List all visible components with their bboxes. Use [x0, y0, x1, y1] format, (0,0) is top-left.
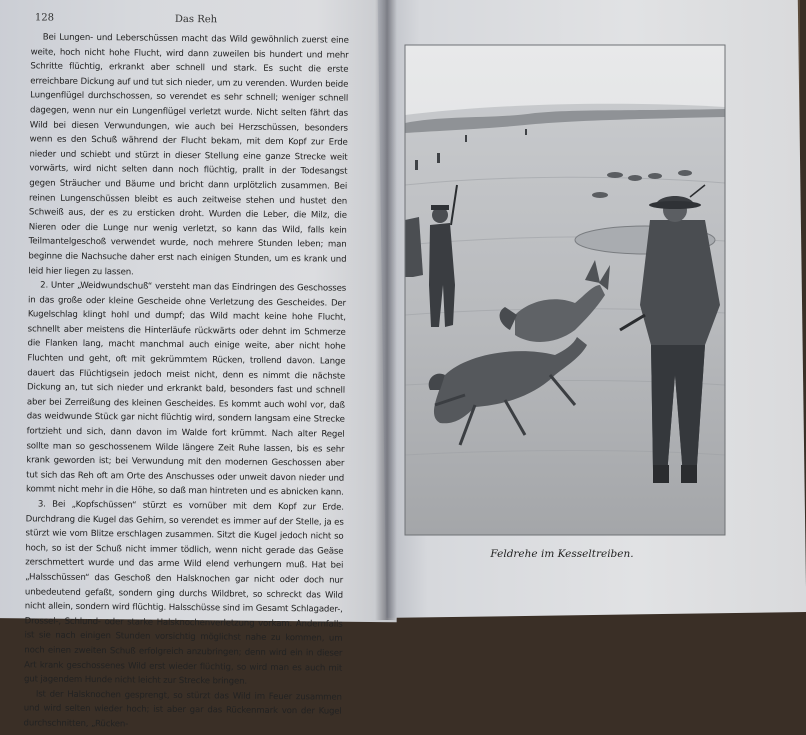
paragraph-gut-shot: 2. Unter „Weidwundschuß“ versteht man das Eindringen des Geschosses in das große oder kleine Gescheide ohne Verletzung des Gescheides. Der Kugelschlag klingt hohl und dumpf; das Wild macht keine hohe Flucht, schnellt aber meistens die Hinterläufe rückwärts oder dehnt im Schmerze die Flanken lang, macht manchmal auch einige weite, aber nicht hohe Fluchten und geht, oft mit gekrümmtem Rücken, trollend davon. Lange dauert das Flüchtigsein jedoch meist nicht, denn es nimmt die nächste Dickung an, tut sich nieder und erkrankt bald, besonders fast und schnell aber bei Zerreißung des kleinen Gescheides. Es kommt auch wohl vor, daß das weidwunde Stück gar nicht flüchtig wird, sondern langsam eine Strecke fortzieht und sich, dann davon im Walde fort krümmt. Nach alter Regel sollte man so geschossenem Wilde längere Zeit Ruhe lassen, bis es sehr krank geworden ist; bei Verwundung mit den modernen Geschossen aber tut sich das Reh oft am Orte des Anschusses oder unweit davon nieder und kommt nicht mehr in die Höhe, so daß man hintreten und es abnicken kann. [25, 280, 347, 499]
page-header [34, 12, 365, 26]
page-number: 128 [34, 12, 55, 24]
illustration-caption: Feldrehe im Kesseltreiben. [490, 548, 634, 560]
book-gutter [375, 0, 397, 620]
body-text [23, 30, 348, 734]
paragraph-lung-shots: Bei Lungen- und Leberschüssen macht das Wild gewöhnlich zuerst eine weite, hoch nicht hohe Flucht, wird dann zuweilen bis hundert und mehr Schritte flüchtig, erkrankt aber schnell und stark. Es sucht die erste erreichbare Dickung auf und tut sich nieder, um zu verenden. Wurden beide Lungenflügel durchschossen, so verendet es sehr schnell; weniger schnell dagegen, wenn nur ein Lungenflügel verletzt wurde. Nicht selten fährt das Wild bei diesen Verwundungen, wie auch bei Herzschüssen, besonders wenn es den Schuß während der Flucht bekam, mit dem Kopf zur Erde nieder und schiebt und stürzt in dieser Stellung eine ganze Strecke weit vorwärts, wird nicht selten dann noch flüchtig, prallt in der Todesangst gegen Sträucher und Bäume und bricht dann urplötzlich zusammen. Bei reinen Lungenschüssen bleibt es auch zeitweise stehen und hustet den Schweiß aus, der es zu ersticken droht. Wurden die Leber, die Milz, die Nieren oder die Lunge nur wenig verletzt, so kann das Wild, falls kein Teilmantelgeschoß verwendet wurde, noch mehrere Stunden leben; man beginne die Nachsuche daher erst nach einigen Stunden, um es krank und leid hier liegen zu lassen. [28, 32, 349, 277]
paragraph-head-shots: 3. Bei „Kopfschüssen“ stürzt es vornüber mit dem Kopf zur Erde. Durchdrang die Kugel das Gehirn, so verendet es immer auf der Stelle, ja es stürzt wie vom Blitze erschlagen zusammen. Sitzt die Kugel jedoch nicht so hoch, so ist der Schuß nicht immer tödlich, wenn nicht gerade das Geäse zerschmettert wurde und das arme Wild elend verhungern muß. Hat bei „Halsschüssen“ das Geschoß den Halsknochen gar nicht oder doch nur unbedeutend gefaßt, sondern ging durchs Wildbret, so schreckt das Wild nicht allein, sondern wird flüchtig. Halsschüsse sind im Gesamt Schlagader-, Drossel-, Schlund- oder starke Halsknochenverletzung vorkam. Andernfalls ist sie nach einigen Stunden vorsichtig möglichst nahe zu kommen, um noch einen zweiten Schuß erfolgreich anzubringen; denn wird ein in dieser Art krank geschossenes Wild erst wieder flüchtig, so wird man es auch mit gut jagendem Hunde nicht leicht zur Strecke bringen. [23, 499, 344, 687]
paragraph-neck-bone: Ist der Halsknochen gesprengt, so stürzt das Wild im Feuer zusammen und wird selten wieder hoch; ist aber gar das Rückenmark von der Kugel durchschnitten, „Rücken- [23, 689, 342, 730]
running-head: Das Reh [174, 13, 218, 26]
left-page [0, 0, 403, 730]
hunting-illustration [405, 45, 725, 535]
